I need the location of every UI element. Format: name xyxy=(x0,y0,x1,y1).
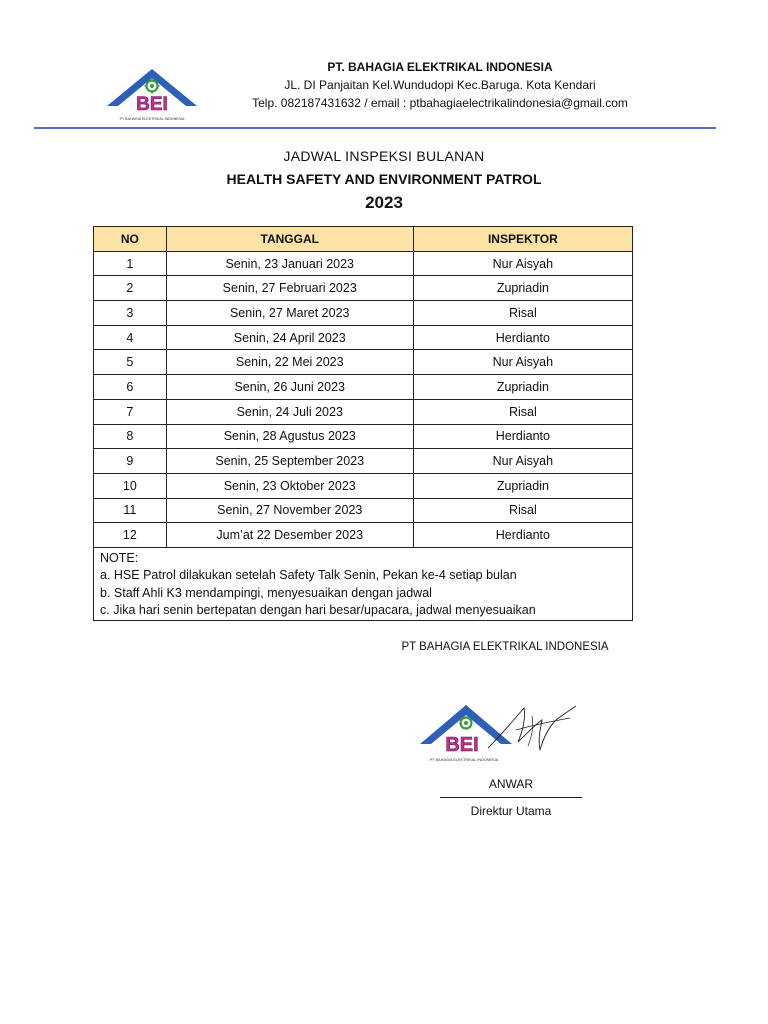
table-row xyxy=(94,473,633,498)
table-header-row xyxy=(94,227,633,252)
column-header-no: NO xyxy=(94,227,167,252)
signatory-name: ANWAR xyxy=(488,777,534,791)
row-number: 5 xyxy=(94,350,167,375)
note-item: b. Staff Ahli K3 mendampingi, menyesuaikan dengan jadwal xyxy=(100,585,432,600)
row-number: 8 xyxy=(94,424,167,449)
row-inspector: Nur Aisyah xyxy=(413,350,632,375)
table-row xyxy=(94,375,633,400)
signature-line xyxy=(440,797,582,798)
row-inspector: Risal xyxy=(413,399,632,424)
table-row xyxy=(94,251,633,276)
table-row xyxy=(94,325,633,350)
row-date: Senin, 22 Mei 2023 xyxy=(166,350,413,375)
table-row xyxy=(94,424,633,449)
document-year: 2023 xyxy=(365,193,403,212)
table-row xyxy=(94,350,633,375)
row-number: 10 xyxy=(94,473,167,498)
row-date: Senin, 25 September 2023 xyxy=(166,449,413,474)
handwritten-signature xyxy=(480,696,580,758)
row-number: 3 xyxy=(94,301,167,326)
company-name: PT. BAHAGIA ELEKTRIKAL INDONESIA xyxy=(327,60,553,74)
row-date: Senin, 23 Oktober 2023 xyxy=(166,473,413,498)
stamp-subtext: PT BAHAGIA ELEKTRIKAL INDONESIA xyxy=(429,758,499,762)
row-number: 11 xyxy=(94,498,167,523)
company-address: JL. DI Panjaitan Kel.Wundudopi Kec.Baruga. Kota Kendari xyxy=(284,78,596,92)
schedule-table xyxy=(93,226,633,621)
row-date: Senin, 28 Agustus 2023 xyxy=(166,424,413,449)
row-inspector: Risal xyxy=(413,498,632,523)
logo-subtext: PT BAHAGIA ELEKTRIKAL INDONESIA xyxy=(119,117,185,121)
signature-company: PT BAHAGIA ELEKTRIKAL INDONESIA xyxy=(401,641,609,653)
logo-letters: BEI xyxy=(136,94,168,115)
row-number: 1 xyxy=(94,251,167,276)
notes-row xyxy=(94,547,633,620)
row-inspector: Nur Aisyah xyxy=(413,251,632,276)
document-title: JADWAL INSPEKSI BULANAN xyxy=(283,148,485,164)
row-inspector: Zupriadin xyxy=(413,375,632,400)
note-item: a. HSE Patrol dilakukan setelah Safety Talk Senin, Pekan ke-4 setiap bulan xyxy=(100,568,517,583)
header-divider xyxy=(34,127,716,129)
row-number: 7 xyxy=(94,399,167,424)
table-row xyxy=(94,276,633,301)
note-item: c. Jika hari senin bertepatan dengan hari besar/upacara, jadwal menyesuaikan xyxy=(100,603,536,618)
row-inspector: Herdianto xyxy=(413,325,632,350)
company-logo xyxy=(104,66,200,124)
row-date: Jum’at 22 Desember 2023 xyxy=(166,523,413,548)
row-date: Senin, 27 Maret 2023 xyxy=(166,301,413,326)
table-row xyxy=(94,449,633,474)
company-contact: Telp. 082187431632 / email : ptbahagiaelectrikalindonesia@gmail.com xyxy=(252,96,628,110)
row-inspector: Zupriadin xyxy=(413,276,632,301)
table-row xyxy=(94,301,633,326)
row-inspector: Herdianto xyxy=(413,424,632,449)
notes-cell xyxy=(94,547,633,620)
stamp-letters: BEI xyxy=(445,734,479,756)
row-date: Senin, 24 April 2023 xyxy=(166,325,413,350)
column-header-date: TANGGAL xyxy=(166,227,413,252)
row-date: Senin, 27 Februari 2023 xyxy=(166,276,413,301)
row-date: Senin, 24 Juli 2023 xyxy=(166,399,413,424)
row-date: Senin, 26 Juni 2023 xyxy=(166,375,413,400)
document-subtitle: HEALTH SAFETY AND ENVIRONMENT PATROL xyxy=(226,171,542,187)
row-inspector: Nur Aisyah xyxy=(413,449,632,474)
row-number: 6 xyxy=(94,375,167,400)
row-number: 12 xyxy=(94,523,167,548)
table-row xyxy=(94,399,633,424)
row-inspector: Herdianto xyxy=(413,523,632,548)
column-header-inspector: INSPEKTOR xyxy=(413,227,632,252)
table-row xyxy=(94,498,633,523)
row-number: 4 xyxy=(94,325,167,350)
notes-title: NOTE: xyxy=(100,550,139,565)
table-row xyxy=(94,523,633,548)
row-date: Senin, 27 November 2023 xyxy=(166,498,413,523)
row-date: Senin, 23 Januari 2023 xyxy=(166,251,413,276)
row-number: 2 xyxy=(94,276,167,301)
row-inspector: Risal xyxy=(413,301,632,326)
row-number: 9 xyxy=(94,449,167,474)
row-inspector: Zupriadin xyxy=(413,473,632,498)
signatory-position: Direktur Utama xyxy=(470,804,552,818)
